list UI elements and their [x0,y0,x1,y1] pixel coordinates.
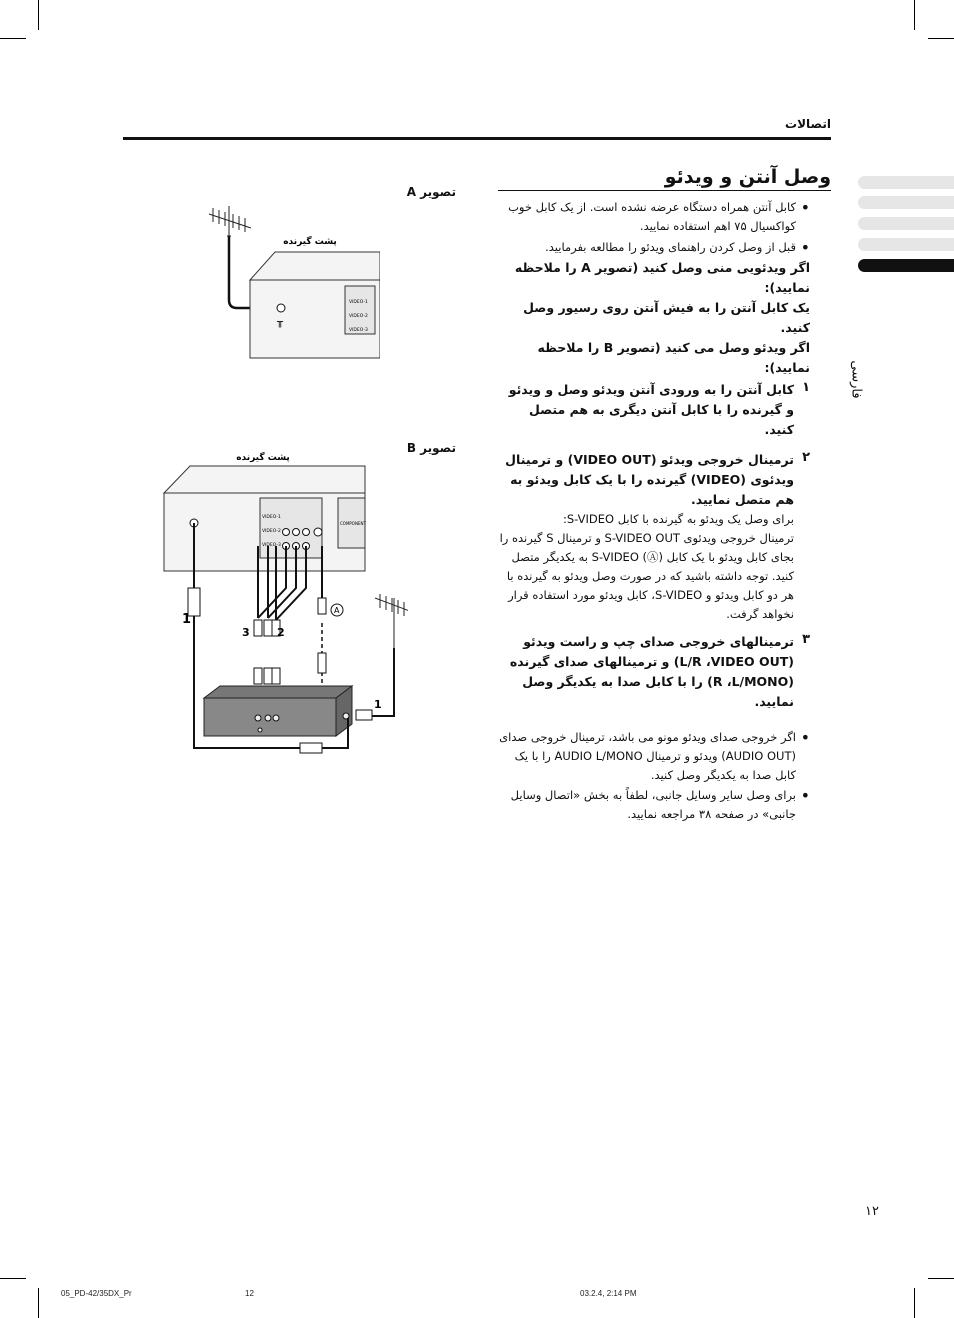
side-tab-active [858,259,954,272]
video-label: VIDEO-3 [262,543,281,548]
component-label: COMPONENT [340,521,366,526]
crop-mark [914,0,915,30]
rear-label: پشت گیرنده [283,237,337,247]
bullet-dot: • [800,728,810,747]
condition-a-action: یک کابل آنتن را به فیش آنتن روی رسیور وصل کنید. [523,300,810,335]
callout-2: 2 [277,626,285,639]
step-text: ترمینالهای خروجی صدای چپ و راست ویدئو (L/R ،VIDEO OUT) و ترمینالهای صدای گیرنده (R ،L/MONO) را با کابل صدا به یکدیگر وصل نمایید. [509,634,794,709]
figure-a-label: تصویر A [406,185,456,199]
video-label: VIDEO-2 [349,314,368,319]
step-number: ۳ [802,632,810,647]
video-label: VIDEO-3 [349,328,368,333]
figure-a-diagram [195,200,380,365]
vcr-unit [204,686,352,736]
crop-mark [928,38,954,39]
bullet-item [497,238,810,257]
condition-b: اگر ویدئو وصل می کنید (تصویر B را ملاحظه نمایید): [537,340,810,375]
body-column [497,198,810,824]
condition-a: اگر ویدئویی منی وصل کنید (تصویر A را ملاحظه نمایید): [514,260,810,295]
step-note: ترمینال خروجی ویدئوی S-VIDEO OUT و ترمینال S گیرنده را بجای کابل ویدئو با یک کابل S-VIDEO (Ⓐ) به یکدیگر متصل کنید. توجه داشته باشید که در صورت وصل ویدئو به گیرنده با هر دو کابل ویدئو و S-VIDEO، کابل ویدئو مورد استفاده قرار نخواهد گرفت. [499,531,794,621]
step-text: کابل آنتن را به ورودی آنتن ویدئو وصل و ویدئو و گیرنده را با کابل آنتن دیگری به هم متصل کنید. [508,382,794,437]
section-header: اتصالات [785,117,831,131]
crop-mark [0,1278,26,1279]
figure-b-diagram [160,448,408,766]
step-3 [497,632,810,712]
bullet-dot: • [800,198,810,217]
connector-plug [356,710,372,720]
step-note-title: برای وصل یک ویدئو به گیرنده با کابل S-VIDEO: [562,512,794,526]
rear-label: پشت گیرنده [236,453,290,463]
side-tab [858,238,954,251]
section-rule [498,190,831,191]
language-label: فارسی [848,360,864,399]
step-number: ۱ [802,380,810,395]
footer-datetime: 03.2.4, 2:14 PM [580,1289,637,1298]
bullet-text: اگر خروجی صدای ویدئو مونو می باشد، ترمینال خروجی صدای (AUDIO OUT) ویدئو و ترمینال AUDIO L/MONO را با یک کابل صدا به یکدیگر وصل کنید. [499,730,796,782]
crop-mark [928,1278,954,1279]
section-title: وصل آنتن و ویدئو [664,166,831,188]
crop-mark [0,38,26,39]
bullet-item [497,728,810,785]
callout-1: 1 [182,612,192,627]
antenna-jack [277,304,285,312]
page-number: ۱۲ [865,1204,879,1219]
crop-mark [38,0,39,30]
video-label: VIDEO-1 [349,300,368,305]
crop-mark [38,1288,39,1318]
av-plugs [254,620,326,684]
bullet-text: برای وصل سایر وسایل جانبی، لطفاً به بخش «اتصال وسایل جانبی» در صفحه ۳۸ مراجعه نمایید. [510,788,796,821]
header-rule [123,137,831,140]
step-text: ترمینال خروجی ویدئو (VIDEO OUT) و ترمینال ویدئوی (VIDEO) گیرنده را با یک کابل ویدئو به هم متصل نمایید. [505,452,794,507]
bullet-text: کابل آنتن همراه دستگاه عرضه نشده است. از یک کابل خوب کواکسیال ۷۵ اهم استفاده نمایید. [508,200,796,233]
video-label: VIDEO-1 [262,515,281,520]
connector-plug [318,598,326,614]
side-tab [858,176,954,189]
antenna-icon [375,594,408,648]
bullet-dot: • [800,786,810,805]
side-tab [858,217,954,230]
step-1 [497,380,810,440]
antenna-symbol: ╥ [277,317,284,328]
callout-3: 3 [242,626,250,639]
step-number: ۲ [802,450,810,465]
bullet-item [497,786,810,824]
bullet-dot: • [800,238,810,257]
side-tab [858,196,954,209]
footer-page: 12 [245,1289,254,1298]
bullet-item [497,198,810,236]
step-2 [497,450,810,624]
bullet-text: قبل از وصل کردن راهنمای ویدئو را مطالعه بفرمایید. [545,240,796,254]
receiver-back-panel [250,252,380,358]
antenna-icon [209,206,251,236]
figure-b-label: تصویر B [406,441,456,455]
footer-file: 05_PD-42/35DX_Pr [61,1289,132,1298]
callout-1: 1 [374,698,382,711]
video-label: VIDEO-2 [262,529,281,534]
crop-mark [914,1288,915,1318]
connector-plug [300,743,322,753]
callout-a: A [334,606,340,615]
